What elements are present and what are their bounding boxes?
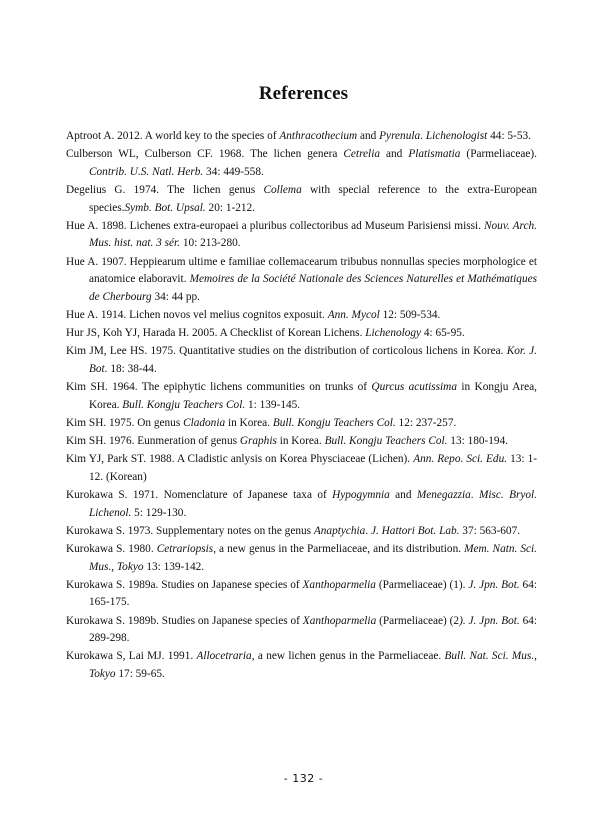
reference-text: and xyxy=(379,148,409,161)
page-title: References xyxy=(258,83,349,104)
reference-italic-text: Cetrelia xyxy=(343,148,380,161)
reference-text: Aptroot A. 2012. A world key to the species of xyxy=(66,130,280,142)
reference-italic-text: ). J. Jpn. Bot. xyxy=(459,614,520,627)
reference-text: Kurokawa S. 1971. Nomenclature of Japanese taxa of xyxy=(66,489,333,501)
reference-text: Hur JS, Koh YJ, Harada H. 2005. A Checklist of Korean Lichens. xyxy=(66,327,366,340)
reference-text: 12: 509-534. xyxy=(379,308,441,321)
reference-entry xyxy=(66,379,537,414)
reference-text: 13: 180-194. xyxy=(447,435,509,448)
reference-text: 20: 1-212. xyxy=(205,201,255,214)
reference-text: , a new genus in the Parmeliaceae, and its distribution. xyxy=(213,542,465,555)
reference-text: Kim SH. 1964. The epiphytic lichens communities on trunks of xyxy=(66,381,372,394)
reference-italic-text: Bull. Nat. Sci. Mus., Tokyo xyxy=(89,650,537,680)
reference-italic-text: Allocetraria xyxy=(196,650,252,663)
reference-italic-text: Graphis xyxy=(239,435,277,448)
reference-text: Culberson WL, Culberson CF. 1968. The lichen genera xyxy=(66,148,344,161)
reference-text: 12: 237-257. xyxy=(395,416,457,429)
reference-list xyxy=(66,128,537,684)
reference-italic-text: Kor. J. Bot. xyxy=(89,345,537,375)
reference-text: 37: 563-607. xyxy=(459,524,521,537)
reference-italic-text: Nouv. Arch. Mus. hist. nat. 3 sér. xyxy=(89,219,537,250)
reference-entry xyxy=(66,343,537,378)
reference-entry xyxy=(66,146,537,181)
reference-text: 44: 5-53. xyxy=(487,130,531,142)
reference-text: Kim JM, Lee HS. 1975. Quantitative studies on the distribution of corticolous lichens in Korea. xyxy=(66,345,507,358)
reference-text: . xyxy=(365,524,371,537)
reference-italic-text: Memoires de la Société Nationale des Sciences Naturelles et Mathématiques de Cherbourg xyxy=(89,273,537,303)
reference-entry xyxy=(66,307,537,325)
reference-italic-text: Hypogymnia xyxy=(332,489,390,501)
reference-entry xyxy=(66,577,537,612)
reference-italic-text: Menegazzia xyxy=(416,489,471,501)
reference-text: , a new lichen genus in the Parmeliaceae. xyxy=(251,650,445,663)
reference-text: 18: 38-44. xyxy=(107,362,157,375)
reference-italic-text: J. Hattori Bot. Lab. xyxy=(370,524,460,537)
reference-text: 17: 59-65. xyxy=(115,667,165,680)
reference-text: Kim YJ, Park ST. 1988. A Cladistic anlysis on Korea Physciaceae (Lichen). xyxy=(66,453,414,466)
reference-italic-text: Bull. Kongju Teachers Col. xyxy=(324,435,448,448)
reference-italic-text: Ann. Repo. Sci. Edu. xyxy=(413,453,508,466)
reference-entry xyxy=(66,648,537,683)
reference-text: (Parmeliaceae) (1). xyxy=(375,578,469,591)
reference-text: 13: 139-142. xyxy=(143,560,205,573)
reference-text: Degelius G. 1974. The lichen genus xyxy=(66,183,264,196)
reference-text: 5: 129-130. xyxy=(131,506,187,519)
reference-text: Kim SH. 1975. On genus xyxy=(66,416,184,429)
reference-entry xyxy=(66,325,537,343)
reference-italic-text: J. Jpn. Bot. xyxy=(468,578,520,591)
reference-text: Kurokawa S. 1989a. Studies on Japanese species of xyxy=(66,578,303,591)
reference-entry xyxy=(66,487,537,522)
reference-italic-text: Lichenology xyxy=(365,327,422,340)
reference-italic-text: Mem. Natn. Sci. Mus., Tokyo xyxy=(89,542,537,573)
reference-entry xyxy=(66,182,537,217)
reference-italic-text: Xanthoparmelia xyxy=(302,614,377,627)
reference-text: . xyxy=(420,130,426,142)
reference-entry xyxy=(66,451,537,486)
reference-text: Hue A. 1914. Lichen novos vel melius cognitos exposuit. xyxy=(66,308,328,321)
reference-text: Hue A. 1898. Lichenes extra-europaei a pluribus collectoribus ad Museum Parisiensi missi. xyxy=(66,219,484,232)
reference-text: and xyxy=(389,489,417,501)
reference-italic-text: Contrib. U.S. Natl. Herb. xyxy=(89,165,204,178)
reference-text: in Korea. xyxy=(276,435,325,448)
reference-text: with special reference to the extra-European species. xyxy=(89,183,537,214)
reference-text: (Parmeliaceae). xyxy=(460,148,537,161)
reference-text: in Korea. xyxy=(225,416,273,429)
reference-italic-text: Xanthoparmelia xyxy=(302,578,376,591)
reference-text: 64: 289-298. xyxy=(89,614,538,645)
reference-text: Kurokawa S. 1973. Supplementary notes on the genus xyxy=(66,524,314,537)
reference-italic-text: Cetrariopsis xyxy=(156,542,214,555)
reference-text: 10: 213-280. xyxy=(180,237,241,250)
reference-text: 64: 165-175. xyxy=(89,578,537,609)
reference-italic-text: Pyrenula xyxy=(379,130,421,142)
reference-italic-text: Misc. Bryol. Lichenol. xyxy=(89,489,537,519)
reference-text: 13: 1-12. (Korean) xyxy=(89,453,537,483)
reference-italic-text: Collema xyxy=(263,183,302,196)
reference-italic-text: Ann. Mycol xyxy=(327,308,380,321)
reference-text: Kurokawa S. 1989b. Studies on Japanese species of xyxy=(66,614,303,627)
reference-text: . xyxy=(470,489,479,501)
reference-entry xyxy=(66,415,537,433)
reference-text: and xyxy=(357,130,380,142)
reference-entry xyxy=(66,541,537,576)
reference-entry xyxy=(66,613,537,648)
reference-italic-text: Anaptychia xyxy=(313,524,366,537)
reference-text: 1: 139-145. xyxy=(245,398,301,411)
reference-text: Kim SH. 1976. Eunmeration of genus xyxy=(66,435,240,448)
page-number: - 132 - xyxy=(283,772,324,785)
reference-text: in Kongju Area, Korea. xyxy=(89,381,537,411)
reference-italic-text: Anthracothecium xyxy=(279,130,358,142)
reference-entry xyxy=(66,523,537,541)
reference-entry xyxy=(66,128,537,146)
reference-entry xyxy=(66,433,537,451)
reference-italic-text: Lichenologist xyxy=(425,130,488,142)
reference-italic-text: Bull. Kongju Teachers Col. xyxy=(122,398,246,411)
reference-italic-text: Cladonia xyxy=(183,416,226,429)
reference-italic-text: Bull. Kongju Teachers Col. xyxy=(272,416,396,429)
reference-text: Hue A. 1907. Heppiearum ultime e familiae collemacearum tribubus nonnullas species morphologice et anatomice elaboravit. xyxy=(66,255,537,286)
reference-italic-text: Symb. Bot. Upsal. xyxy=(124,201,206,214)
reference-text: 4: 65-95. xyxy=(421,327,465,340)
reference-text: 34: 449-558. xyxy=(203,165,264,178)
reference-italic-text: Platismatia xyxy=(408,148,461,161)
reference-italic-text: Qurcus acutissima xyxy=(371,381,457,394)
reference-entry xyxy=(66,218,537,253)
reference-text: 34: 44 pp. xyxy=(151,290,200,303)
reference-entry xyxy=(66,254,537,307)
reference-text: Kurokawa S, Lai MJ. 1991. xyxy=(66,650,197,663)
reference-text: (Parmeliaceae) (2 xyxy=(376,614,460,627)
reference-text: Kurokawa S. 1980. xyxy=(66,542,157,555)
